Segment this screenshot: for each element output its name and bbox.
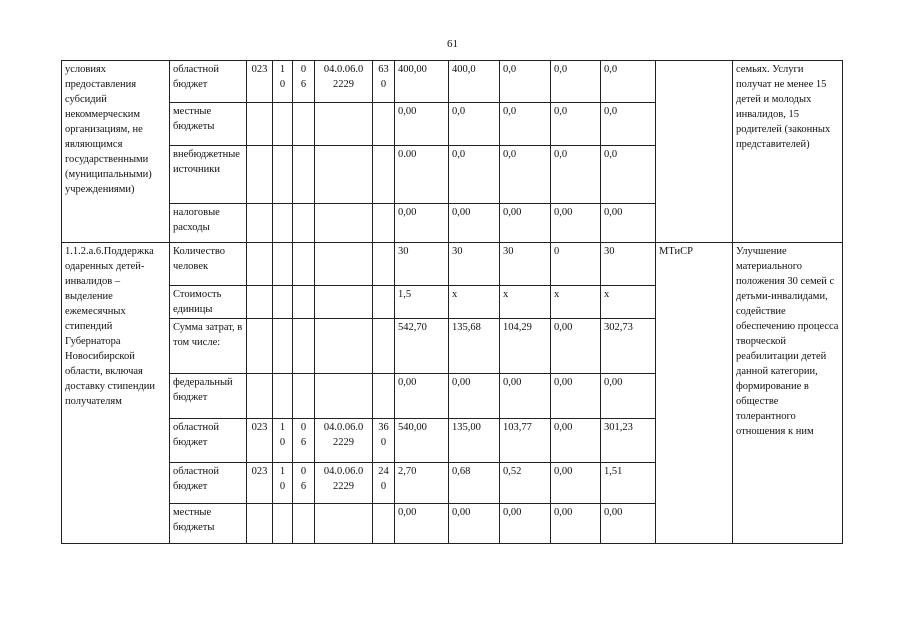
year2-amount-cell: 30 [500, 243, 551, 286]
grbs-code-cell: 023 [247, 419, 273, 463]
expense-type-cell: 36 0 [373, 419, 395, 463]
year1-amount-cell: 0,00 [449, 204, 500, 243]
year4-amount-cell: 0,0 [601, 103, 656, 146]
expense-type-cell [373, 374, 395, 419]
year1-amount-cell: x [449, 286, 500, 319]
year3-amount-cell: 0,00 [551, 374, 601, 419]
target-article-cell [315, 319, 373, 374]
total-amount-cell: 400,00 [395, 61, 449, 103]
subsection-code-cell [293, 504, 315, 544]
total-amount-cell: 0,00 [395, 103, 449, 146]
target-article-cell [315, 204, 373, 243]
target-article-cell [315, 286, 373, 319]
table-row [62, 243, 843, 286]
year2-amount-cell: 103,77 [500, 419, 551, 463]
total-amount-cell: 1,5 [395, 286, 449, 319]
subsection-code-cell [293, 204, 315, 243]
section-code-cell [273, 146, 293, 204]
funding-source-cell: местные бюджеты [170, 103, 247, 146]
funding-source-cell: областной бюджет [170, 463, 247, 504]
expected-result-cell: Улучшение материального положения 30 семей с детьми-инвалидами, содействие обеспечению процесса творческой реабилитации детей данной категории, формирование в обществе толерантного отношения к ним [733, 243, 843, 544]
grbs-code-cell [247, 504, 273, 544]
year4-amount-cell: x [601, 286, 656, 319]
section-code-cell: 1 0 [273, 463, 293, 504]
year4-amount-cell: 30 [601, 243, 656, 286]
year4-amount-cell: 0,00 [601, 504, 656, 544]
year1-amount-cell: 400,0 [449, 61, 500, 103]
subsection-code-cell [293, 319, 315, 374]
subsection-code-cell [293, 146, 315, 204]
year3-amount-cell: 0,00 [551, 319, 601, 374]
year2-amount-cell: 0,0 [500, 146, 551, 204]
subsection-code-cell: 0 6 [293, 419, 315, 463]
year3-amount-cell: 0,0 [551, 61, 601, 103]
expense-type-cell: 24 0 [373, 463, 395, 504]
grbs-code-cell [247, 319, 273, 374]
measure-description-cell: условиях предоставления субсидий некоммерческим организациям, не являющимся государственными (муниципальными) учреждениями) [62, 61, 170, 243]
year1-amount-cell: 135,68 [449, 319, 500, 374]
section-code-cell [273, 374, 293, 419]
expense-type-cell [373, 286, 395, 319]
year4-amount-cell: 0,0 [601, 146, 656, 204]
section-code-cell [273, 286, 293, 319]
page-number: 61 [447, 38, 458, 50]
target-article-cell: 04.0.06.0 2229 [315, 463, 373, 504]
total-amount-cell: 0,00 [395, 204, 449, 243]
expense-type-cell [373, 504, 395, 544]
year4-amount-cell: 1,51 [601, 463, 656, 504]
year3-amount-cell: 0,00 [551, 463, 601, 504]
subsection-code-cell [293, 243, 315, 286]
year2-amount-cell: x [500, 286, 551, 319]
table-row [62, 61, 843, 103]
total-amount-cell: 0.00 [395, 146, 449, 204]
grbs-code-cell [247, 204, 273, 243]
total-amount-cell: 542,70 [395, 319, 449, 374]
section-code-cell [273, 504, 293, 544]
funding-source-cell: федеральный бюджет [170, 374, 247, 419]
section-code-cell [273, 204, 293, 243]
section-code-cell [273, 319, 293, 374]
grbs-code-cell: 023 [247, 463, 273, 504]
year4-amount-cell: 302,73 [601, 319, 656, 374]
total-amount-cell: 0,00 [395, 374, 449, 419]
section-code-cell: 1 0 [273, 419, 293, 463]
subsection-code-cell [293, 103, 315, 146]
section-code-cell: 1 0 [273, 61, 293, 103]
expense-type-cell [373, 243, 395, 286]
year4-amount-cell: 0,00 [601, 374, 656, 419]
total-amount-cell: 540,00 [395, 419, 449, 463]
year4-amount-cell: 0,0 [601, 61, 656, 103]
executor-cell: МТиСР [656, 243, 733, 544]
subsection-code-cell: 0 6 [293, 463, 315, 504]
year3-amount-cell: 0,0 [551, 146, 601, 204]
funding-source-cell: областной бюджет [170, 419, 247, 463]
target-article-cell: 04.0.06.0 2229 [315, 419, 373, 463]
funding-source-cell: внебюджетные источники [170, 146, 247, 204]
funding-source-cell: Количество человек [170, 243, 247, 286]
year2-amount-cell: 0,00 [500, 374, 551, 419]
year1-amount-cell: 0,68 [449, 463, 500, 504]
expense-type-cell: 63 0 [373, 61, 395, 103]
year2-amount-cell: 0,00 [500, 204, 551, 243]
year4-amount-cell: 0,00 [601, 204, 656, 243]
total-amount-cell: 2,70 [395, 463, 449, 504]
target-article-cell: 04.0.06.0 2229 [315, 61, 373, 103]
year3-amount-cell: 0,00 [551, 504, 601, 544]
measure-description-cell: 1.1.2.а.6.Поддержка одаренных детей-инвалидов – выделение ежемесячных стипендий Губернатора Новосибирской области, включая доставку стипендии получателям [62, 243, 170, 544]
funding-source-cell: Стоимость единицы [170, 286, 247, 319]
subsection-code-cell [293, 374, 315, 419]
section-code-cell [273, 243, 293, 286]
year3-amount-cell: 0 [551, 243, 601, 286]
grbs-code-cell [247, 243, 273, 286]
grbs-code-cell [247, 103, 273, 146]
target-article-cell [315, 374, 373, 419]
expense-type-cell [373, 103, 395, 146]
year4-amount-cell: 301,23 [601, 419, 656, 463]
year1-amount-cell: 0,00 [449, 374, 500, 419]
expense-type-cell [373, 204, 395, 243]
year3-amount-cell: 0,00 [551, 419, 601, 463]
funding-source-cell: областной бюджет [170, 61, 247, 103]
total-amount-cell: 0,00 [395, 504, 449, 544]
year1-amount-cell: 30 [449, 243, 500, 286]
target-article-cell [315, 504, 373, 544]
expense-type-cell [373, 319, 395, 374]
total-amount-cell: 30 [395, 243, 449, 286]
subsection-code-cell [293, 286, 315, 319]
year1-amount-cell: 0,00 [449, 504, 500, 544]
funding-source-cell: Сумма затрат, в том числе: [170, 319, 247, 374]
year1-amount-cell: 135,00 [449, 419, 500, 463]
year3-amount-cell: 0,00 [551, 204, 601, 243]
expected-result-cell: семьях. Услуги получат не менее 15 детей и молодых инвалидов, 15 родителей (законных представителей) [733, 61, 843, 243]
funding-source-cell: местные бюджеты [170, 504, 247, 544]
expense-type-cell [373, 146, 395, 204]
year1-amount-cell: 0,0 [449, 103, 500, 146]
target-article-cell [315, 243, 373, 286]
funding-source-cell: налоговые расходы [170, 204, 247, 243]
section-code-cell [273, 103, 293, 146]
year1-amount-cell: 0,0 [449, 146, 500, 204]
target-article-cell [315, 146, 373, 204]
executor-cell [656, 61, 733, 243]
budget-table [61, 60, 843, 544]
year2-amount-cell: 0,00 [500, 504, 551, 544]
target-article-cell [315, 103, 373, 146]
year2-amount-cell: 0,0 [500, 103, 551, 146]
subsection-code-cell: 0 6 [293, 61, 315, 103]
grbs-code-cell: 023 [247, 61, 273, 103]
year2-amount-cell: 0,0 [500, 61, 551, 103]
grbs-code-cell [247, 146, 273, 204]
year2-amount-cell: 0,52 [500, 463, 551, 504]
year3-amount-cell: 0,0 [551, 103, 601, 146]
grbs-code-cell [247, 374, 273, 419]
grbs-code-cell [247, 286, 273, 319]
year3-amount-cell: x [551, 286, 601, 319]
year2-amount-cell: 104,29 [500, 319, 551, 374]
